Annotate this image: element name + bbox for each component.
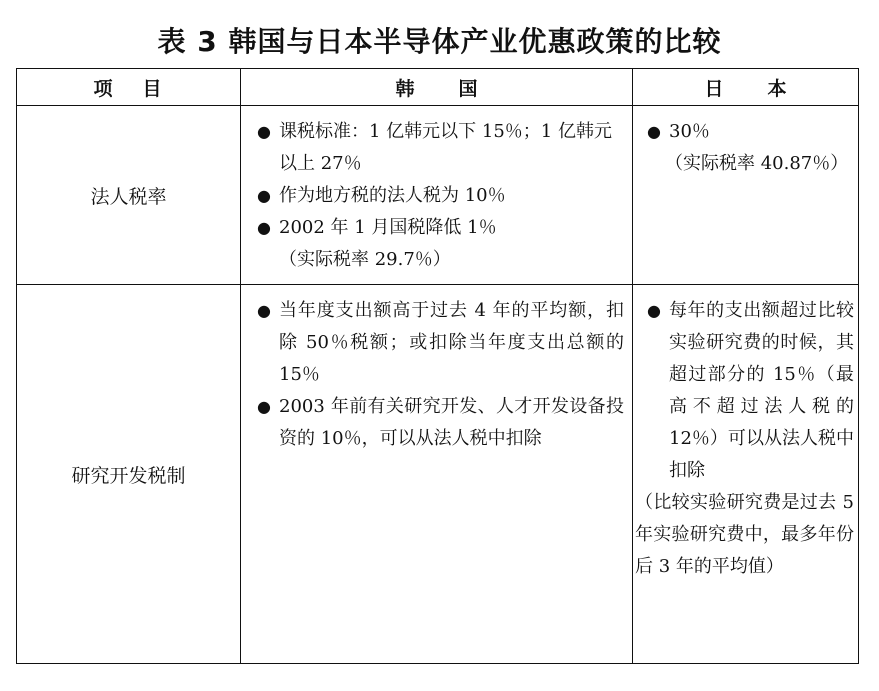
bullet-icon: ● (647, 122, 661, 142)
header-korea: 韩国 (241, 69, 633, 106)
list-item: ● 当年度支出额高于过去 4 年的平均额，扣除 50％税额；或扣除当年度支出总额的 15％ (253, 295, 624, 391)
bullet-icon: ● (647, 301, 661, 321)
bullet-icon: ● (257, 186, 271, 206)
list-item: ● 作为地方税的法人税为 10％ (253, 180, 624, 212)
header-row (17, 69, 859, 106)
row-label: 研究开发税制 (17, 285, 241, 664)
list-item: ● 每年的支出额超过比较实验研究费的时候，其超过部分的 15％（最高不超过法人税的 12％）可以从法人税中扣除 (643, 295, 854, 487)
row-label: 法人税率 (17, 106, 241, 285)
list-item: ● 2002 年 1 月国税降低 1％ (253, 212, 624, 244)
japan-note: （实际税率 40.87％） (665, 153, 849, 175)
bullet-icon: ● (257, 301, 271, 321)
japan-cell (633, 285, 859, 664)
header-item: 项目 (17, 69, 241, 106)
korea-cell (241, 106, 633, 285)
japan-cell (633, 106, 859, 285)
table-row (17, 285, 859, 664)
bullet-icon: ● (257, 218, 271, 238)
table-title: 表 3 韩国与日本半导体产业优惠政策的比较 (157, 25, 722, 58)
comparison-table (16, 68, 859, 664)
japan-note: （比较实验研究费是过去 5 年实验研究费中，最多年份后 3 年的平均值） (635, 492, 854, 578)
list-item: ● 2003 年前有关研究开发、人才开发设备投资的 10％，可以从法人税中扣除 (253, 391, 624, 455)
header-japan: 日本 (633, 69, 859, 106)
korea-cell (241, 285, 633, 664)
table-row (17, 106, 859, 285)
korea-note: （实际税率 29.7％） (279, 249, 451, 271)
list-item: ● 30％ (643, 116, 854, 148)
list-item: ● 课税标准：1 亿韩元以下 15％；1 亿韩元以上 27％ (253, 116, 624, 180)
bullet-icon: ● (257, 397, 271, 417)
bullet-icon: ● (257, 122, 271, 142)
